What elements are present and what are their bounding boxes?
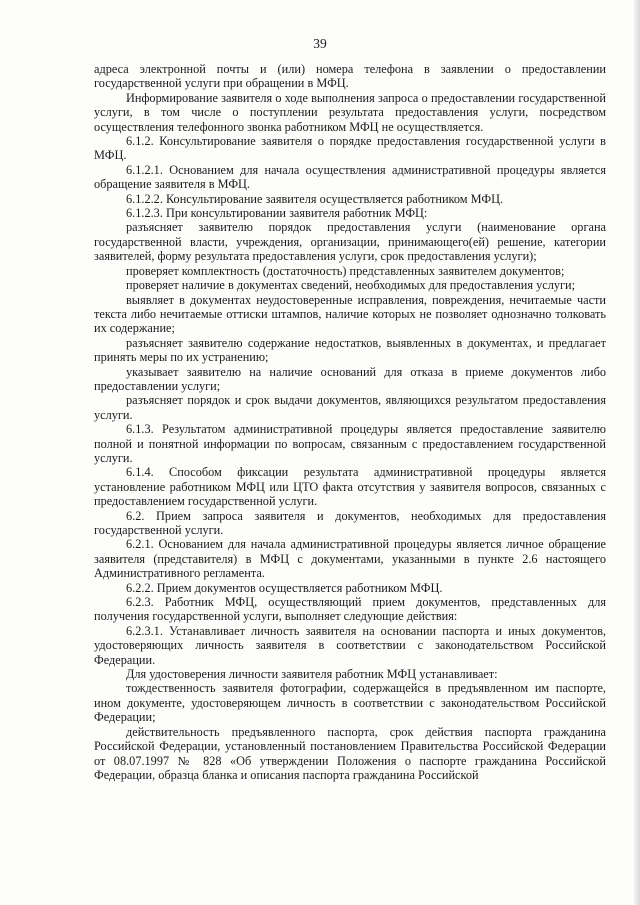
paragraph: 6.1.2.3. При консультировании заявителя работник МФЦ: xyxy=(126,206,428,221)
paragraph: 6.2. Прием запроса заявителя и документов, необходимых для предоставления государственной услуги. xyxy=(94,508,606,537)
paragraph: 6.2.1. Основанием для начала административной процедуры является личное обращение заявителя (представителя) в МФЦ с документами, указанными в пункте 2.6 настоящего Административного регламента. xyxy=(94,537,606,581)
paragraph: Информирование заявителя о ходе выполнения запроса о предоставлении государственной услуги, в том числе о поступлении результата предоставления услуги, посредством осуществления телефонного звонка работником МФЦ не осуществляется. xyxy=(94,90,606,134)
paragraph: 6.2.3. Работник МФЦ, осуществляющий прием документов, представленных для получения государственной услуги, выполняет следующие действия: xyxy=(94,595,606,624)
paragraph: выявляет в документах неудостоверенные исправления, повреждения, нечитаемые части текста либо нечитаемые оттиски штампов, наличие которых не позволяет однозначно толковать их содержание; xyxy=(94,292,606,336)
paragraph: 6.2.3.1. Устанавливает личность заявителя на основании паспорта и иных документов, удостоверяющих личность заявителя в соответствии с законодательством Российской Федерации. xyxy=(94,623,606,667)
paragraph: 6.1.2. Консультирование заявителя о порядке предоставления государственной услуги в МФЦ. xyxy=(94,134,606,163)
paragraph: 6.2.2. Прием документов осуществляется работником МФЦ. xyxy=(126,580,443,595)
page-number: 39 xyxy=(313,36,327,51)
paragraph: разъясняет порядок и срок выдачи документов, являющихся результатом предоставления услуги. xyxy=(94,393,606,422)
paragraph: разъясняет заявителю содержание недостатков, выявленных в документах, и предлагает принять меры по их устранению; xyxy=(94,335,606,365)
paragraph: 6.1.3. Результатом административной процедуры является предоставление заявителю полной и понятной информации по вопросам, связанным с предоставлением государственной услуги. xyxy=(94,422,606,465)
paragraph: адреса электронной почты и (или) номера телефона в заявлении о предоставлении государственной услуги при обращении в МФЦ. xyxy=(94,62,606,91)
document-body xyxy=(94,62,606,782)
paragraph: действительность предъявленного паспорта, срок действия паспорта гражданина Российской Федерации, установленный постановлением Правительства Российской Федерации от 08.07.1997 № 828 «Об утверждении Положения о паспорте гражданина Российской Федерации, образца бланка и описания паспорта гражданина Российской xyxy=(94,724,606,782)
paragraph: Для удостоверения личности заявителя работник МФЦ устанавливает: xyxy=(126,667,498,682)
paragraph: 6.1.4. Способом фиксации результата административной процедуры является установление работником МФЦ или ЦТО факта отсутствия у заявителя вопросов, связанных с предоставлением государственной услуги. xyxy=(94,465,606,509)
paragraph: 6.1.2.2. Консультирование заявителя осуществляется работником МФЦ. xyxy=(126,191,504,206)
paragraph: указывает заявителю на наличие оснований для отказа в приеме документов либо предоставлении услуги; xyxy=(94,364,606,393)
paragraph: проверяет комплектность (достаточность) представленных заявителем документов; xyxy=(126,263,565,278)
paragraph: проверяет наличие в документах сведений, необходимых для предоставления услуги; xyxy=(126,278,576,293)
paragraph: тождественность заявителя фотографии, содержащейся в предъявленном им паспорте, ином документе, удостоверяющем личность в соответствии с законодательством Российской Федерации; xyxy=(94,681,606,725)
paragraph: 6.1.2.1. Основанием для начала осуществления административной процедуры является обращение заявителя в МФЦ. xyxy=(94,162,606,192)
scan-edge-shadow xyxy=(634,0,640,905)
paragraph: разъясняет заявителю порядок предоставления услуги (наименование органа государственной власти, учреждения, организации, принимающего(ей) решение, категории заявителей, форму результата предоставления услуги, срок предоставления услуги); xyxy=(94,220,606,264)
